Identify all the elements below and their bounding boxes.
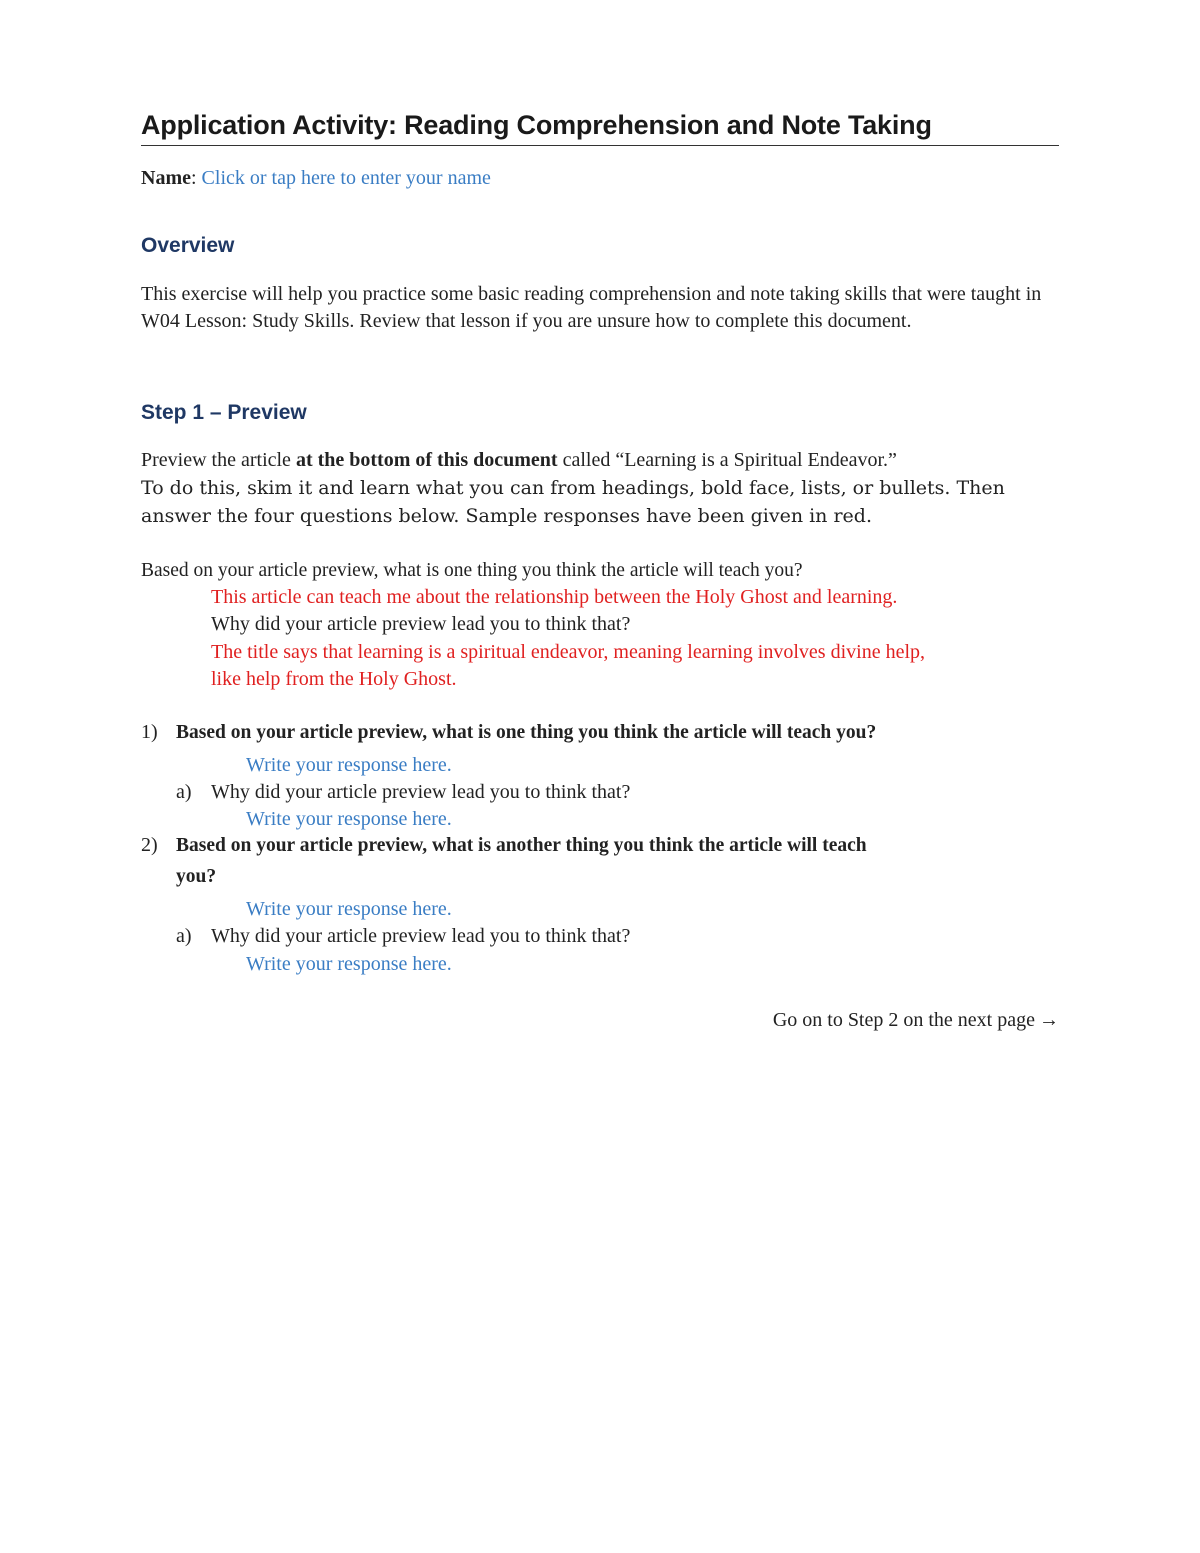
- arrow-right-icon: →: [1039, 1009, 1059, 1031]
- question-2a-response[interactable]: Write your response here.: [246, 953, 452, 975]
- step1-intro: Preview the article at the bottom of this document called “Learning is a Spiritual Endeavor.”: [141, 449, 897, 471]
- next-page-text: Go on to Step 2 on the next page: [772, 1009, 1035, 1031]
- name-row: Name: Click or tap here to enter your name: [141, 167, 491, 189]
- question-1-response[interactable]: Write your response here.: [246, 754, 452, 776]
- page-title: Application Activity: Reading Comprehension and Note Taking: [141, 110, 1059, 146]
- question-2a-text: Why did your article preview lead you to think that?: [211, 925, 631, 947]
- question-1-text: Based on your article preview, what is one thing you think the article will teach you?: [176, 722, 877, 743]
- question-1a-text: Why did your article preview lead you to think that?: [211, 781, 631, 803]
- overview-heading: Overview: [141, 234, 235, 257]
- sample-answer-2-line1: The title says that learning is a spiritual endeavor, meaning learning involves divine help,: [211, 641, 926, 663]
- name-label: Name: [141, 167, 191, 189]
- sample-followup: Why did your article preview lead you to think that?: [211, 613, 631, 635]
- question-2-response[interactable]: Write your response here.: [246, 898, 452, 920]
- overview-body: This exercise will help you practice some basic reading comprehension and note taking skills that were taught in W04 Lesson: Study Skills. Review that lesson if you are unsure how to complete this document.: [141, 283, 1042, 332]
- question-1a-label: a): [176, 781, 192, 803]
- step1-instructions: To do this, skim it and learn what you can from headings, bold face, lists, or bullets. Then answer the four questions below. Sample responses have been given in red.: [141, 477, 1005, 527]
- question-2-text-line1: Based on your article preview, what is another thing you think the article will teach: [176, 835, 867, 856]
- sample-question: Based on your article preview, what is one thing you think the article will teach you?: [141, 560, 803, 581]
- sample-answer-1: This article can teach me about the relationship between the Holy Ghost and learning.: [211, 586, 898, 608]
- question-2a-label: a): [176, 925, 192, 947]
- next-page-note: [773, 1009, 1059, 1032]
- question-2-text-line2: you?: [176, 866, 217, 887]
- question-1a-response[interactable]: Write your response here.: [246, 808, 452, 830]
- question-number: 2): [141, 834, 158, 856]
- name-input[interactable]: Click or tap here to enter your name: [201, 167, 491, 189]
- question-number: 1): [141, 721, 158, 743]
- step1-heading: Step 1 – Preview: [141, 401, 307, 424]
- sample-answer-2-line2: like help from the Holy Ghost.: [211, 668, 457, 690]
